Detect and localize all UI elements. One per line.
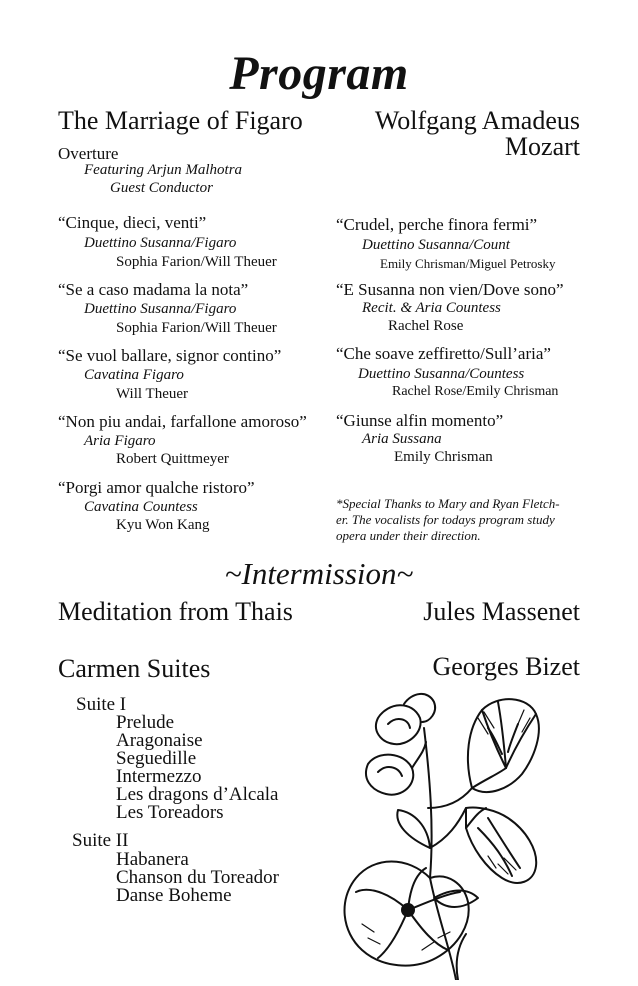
number-performers: Emily Chrisman bbox=[394, 449, 493, 465]
movement-item: Aragonaise bbox=[116, 730, 203, 751]
suite-heading: Suite I bbox=[76, 694, 127, 715]
number-title: “Che soave zeffiretto/Sull’aria” bbox=[336, 344, 551, 363]
movement-item: Chanson du Toreador bbox=[116, 867, 279, 888]
movement-item: Seguedille bbox=[116, 748, 197, 769]
thanks-note-line: opera under their direction. bbox=[336, 528, 481, 543]
overture-title: Overture bbox=[58, 144, 119, 163]
suite-heading: Suite II bbox=[72, 830, 129, 851]
number-title: “E Susanna non vien/Dove sono” bbox=[336, 280, 564, 299]
number-performers: Robert Quittmeyer bbox=[116, 451, 229, 467]
number-title: “Giunse alfin momento” bbox=[336, 411, 504, 430]
figaro-composer-first: Wolfgang Amadeus bbox=[374, 106, 580, 135]
thais-work-title: Meditation from Thais bbox=[58, 597, 293, 626]
number-title: “Se vuol ballare, signor contino” bbox=[58, 346, 282, 365]
movement-item: Les dragons d’Alcala bbox=[116, 784, 279, 805]
number-type: Cavatina Figaro bbox=[84, 367, 184, 383]
thanks-note-line: er. The vocalists for todays program study bbox=[336, 512, 555, 527]
number-type: Duettino Susanna/Count bbox=[362, 237, 510, 253]
number-title: “Non piu andai, farfallone amoroso” bbox=[58, 412, 307, 431]
number-performers: Will Theuer bbox=[116, 386, 189, 402]
number-performers: Rachel Rose/Emily Chrisman bbox=[392, 384, 559, 399]
number-performers: Sophia Farion/Will Theuer bbox=[116, 320, 277, 336]
number-type: Duettino Susanna/Figaro bbox=[84, 301, 237, 317]
number-title: “Porgi amor qualche ristoro” bbox=[58, 478, 255, 497]
flower-illustration bbox=[338, 688, 578, 980]
figaro-composer-last: Mozart bbox=[504, 132, 580, 161]
number-performers: Kyu Won Kang bbox=[116, 517, 210, 533]
intermission-heading: ~Intermission~ bbox=[224, 556, 414, 591]
number-performers: Rachel Rose bbox=[388, 318, 464, 334]
thais-composer: Jules Massenet bbox=[423, 597, 580, 626]
overture-featuring: Featuring Arjun Malhotra bbox=[84, 162, 243, 178]
number-title: “Se a caso madama la nota” bbox=[58, 280, 249, 299]
thanks-note bbox=[336, 496, 586, 544]
number-type: Duettino Susanna/Figaro bbox=[84, 235, 237, 251]
overture-role: Guest Conductor bbox=[110, 180, 213, 196]
number-performers: Sophia Farion/Will Theuer bbox=[116, 254, 277, 270]
number-title: “Crudel, perche finora fermi” bbox=[336, 215, 538, 234]
number-type: Aria Figaro bbox=[84, 433, 156, 449]
carmen-work-title: Carmen Suites bbox=[58, 654, 211, 683]
movement-item: Habanera bbox=[116, 849, 189, 870]
movement-item: Danse Boheme bbox=[116, 885, 232, 906]
thanks-note-line: *Special Thanks to Mary and Ryan Fletch- bbox=[336, 496, 560, 511]
movement-item: Prelude bbox=[116, 712, 175, 733]
figaro-work-title: The Marriage of Figaro bbox=[58, 106, 303, 135]
number-title: “Cinque, dieci, venti” bbox=[58, 213, 207, 232]
number-type: Cavatina Countess bbox=[84, 499, 198, 515]
page-title: Program bbox=[229, 47, 409, 100]
number-type: Recit. & Aria Countess bbox=[362, 300, 501, 316]
number-type: Aria Sussana bbox=[362, 431, 442, 447]
movement-item: Intermezzo bbox=[116, 766, 202, 787]
movement-item: Les Toreadors bbox=[116, 802, 224, 823]
number-type: Duettino Susanna/Countess bbox=[358, 366, 525, 382]
carmen-composer: Georges Bizet bbox=[432, 652, 580, 681]
number-performers: Emily Chrisman/Miguel Petrosky bbox=[380, 256, 556, 271]
